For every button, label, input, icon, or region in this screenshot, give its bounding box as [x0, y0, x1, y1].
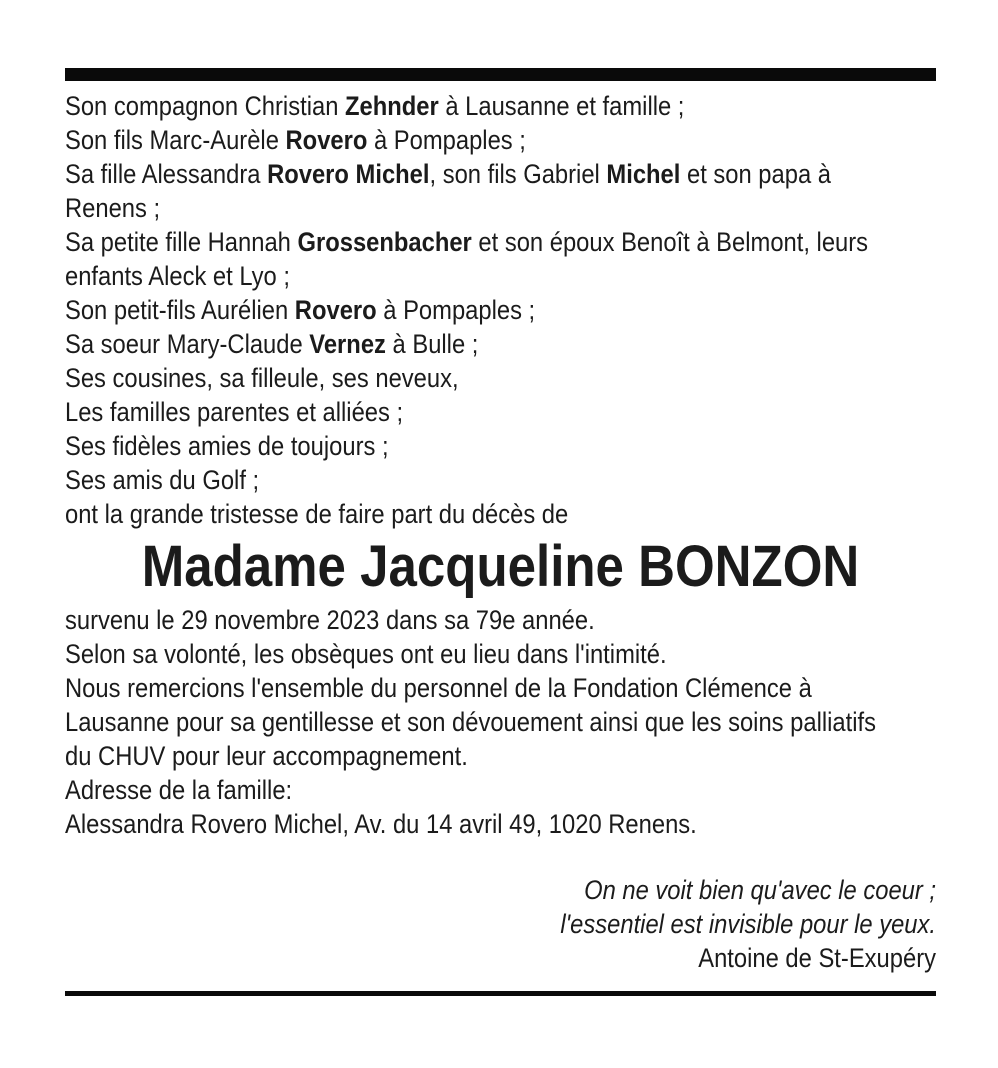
text-line: Sa petite fille Hannah Grossenbacher et son époux Benoît à Belmont, leurs: [65, 227, 869, 257]
memorial-quote: [65, 873, 936, 975]
text-line: Son fils Marc-Aurèle Rovero à Pompaples ;: [65, 125, 526, 155]
text-line: Ses amis du Golf ;: [65, 465, 260, 495]
text-line: Adresse de la famille:: [65, 775, 293, 805]
text-line: Son petit-fils Aurélien Rovero à Pompaples ;: [65, 295, 536, 325]
text-line: Sa fille Alessandra Rovero Michel, son fils Gabriel Michel et son papa à: [65, 159, 831, 189]
text-line: ont la grande tristesse de faire part du décès de: [65, 499, 569, 529]
text-line: enfants Aleck et Lyo ;: [65, 261, 290, 291]
quote-attribution: Antoine de St-Exupéry: [698, 943, 936, 973]
text-line: Selon sa volonté, les obsèques ont eu lieu dans l'intimité.: [65, 639, 667, 669]
text-line: Nous remercions l'ensemble du personnel de la Fondation Clémence à: [65, 673, 812, 703]
text-line: Ses fidèles amies de toujours ;: [65, 431, 389, 461]
text-line: Son compagnon Christian Zehnder à Lausanne et famille ;: [65, 91, 685, 121]
text-line: Sa soeur Mary-Claude Vernez à Bulle ;: [65, 329, 479, 359]
top-divider: [65, 68, 936, 81]
deceased-name-title: Madame Jacqueline BONZON: [141, 534, 860, 599]
announcement-details: [65, 603, 936, 841]
text-line: Alessandra Rovero Michel, Av. du 14 avril 49, 1020 Renens.: [65, 809, 697, 839]
text-line: Les familles parentes et alliées ;: [65, 397, 404, 427]
notice-content: [65, 0, 936, 975]
text-line: survenu le 29 novembre 2023 dans sa 79e année.: [65, 605, 595, 635]
text-line: du CHUV pour leur accompagnement.: [65, 741, 468, 771]
text-line: Ses cousines, sa filleule, ses neveux,: [65, 363, 459, 393]
family-list: [65, 89, 936, 531]
bottom-divider: [65, 991, 936, 996]
quote-line-2: l'essentiel est invisible pour le yeux.: [560, 909, 936, 939]
text-line: Lausanne pour sa gentillesse et son dévouement ainsi que les soins palliatifs: [65, 707, 877, 737]
quote-line-1: On ne voit bien qu'avec le coeur ;: [584, 875, 936, 905]
text-line: Renens ;: [65, 193, 161, 223]
